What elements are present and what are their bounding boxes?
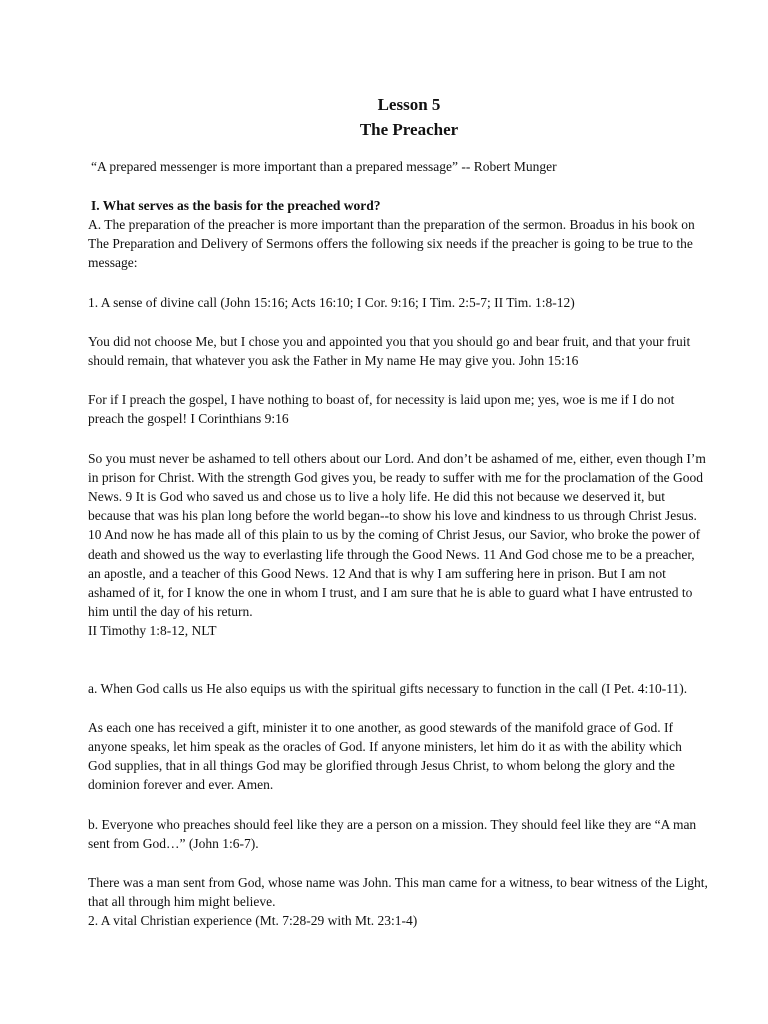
scripture-john-1-6: There was a man sent from God, whose name was John. This man came for a witness, to bear witness of the Light, that all through him might believe. bbox=[88, 875, 708, 910]
point-spiritual-gifts: a. When God calls us He also equips us with the spiritual gifts necessary to function in the call (I Pet. 4:10-11). bbox=[88, 680, 688, 696]
point-mission: b. Everyone who preaches should feel like they are a person on a mission. They should feel like they are “A man sent from God…” (John 1:6-7). bbox=[88, 816, 697, 851]
lesson-number: Lesson 5 bbox=[377, 95, 441, 114]
point-christian-experience: 2. A vital Christian experience (Mt. 7:28-29 with Mt. 23:1-4) bbox=[88, 913, 418, 929]
scripture-2-timothy-passage: So you must never be ashamed to tell others about our Lord. And don’t be ashamed of me, either, even though I’m in prison for Christ. With the strength God gives you, be ready to suffer with me for the proclamation of the Good News. 9 It is God who saved us and chose us to live a holy life. He did this not because we deserved it, but because that was his plan long before the world began--to show his love and kindness to us through Christ Jesus. 10 And now he has made all of this plain to us by the coming of Christ Jesus, our Savior, who broke the power of death and showed us the way to everlasting life through the Good News. 11 And God chose me to be a preacher, an apostle, and a teacher of this Good News. 12 And that is why I am suffering here in prison. But I am not ashamed of it, for I know the one in whom I trust, and I am sure that he is able to guard what I have entrusted to him until the day of his return. bbox=[88, 450, 706, 620]
section-heading: I. What serves as the basis for the preached word? bbox=[91, 198, 381, 213]
epigraph-quote: “A prepared messenger is more important than a prepared message” -- Robert Munger bbox=[91, 159, 557, 174]
lesson-title: The Preacher bbox=[359, 120, 459, 139]
scripture-john-15-16: You did not choose Me, but I chose you and appointed you that you should go and bear fruit, and that your fruit should remain, that whatever you ask the Father in My name He may give you. John 15:16 bbox=[88, 333, 691, 369]
scripture-1-corinthians-9-16: For if I preach the gospel, I have nothing to boast of, for necessity is laid upon me; yes, woe is me if I do not preach the gospel! I Corinthians 9:16 bbox=[88, 392, 675, 427]
point-divine-call: 1. A sense of divine call (John 15:16; Acts 16:10; I Cor. 9:16; I Tim. 2:5-7; II Tim. 1:8-12) bbox=[88, 294, 575, 310]
scripture-1-peter-4-10: As each one has received a gift, minister it to one another, as good stewards of the manifold grace of God. If anyone speaks, let him speak as the oracles of God. If anyone ministers, let him do it as with the ability which God supplies, that in all things God may be glorified through Jesus Christ, to whom belong the glory and the dominion forever and ever. Amen. bbox=[88, 719, 682, 793]
paragraph-preparation: A. The preparation of the preacher is more important than the preparation of the sermon. Broadus in his book on The Preparation and Delivery of Sermons offers the following six needs if the preacher is going to be true to the message: bbox=[88, 217, 695, 271]
scripture-reference: II Timothy 1:8-12, NLT bbox=[88, 623, 217, 639]
